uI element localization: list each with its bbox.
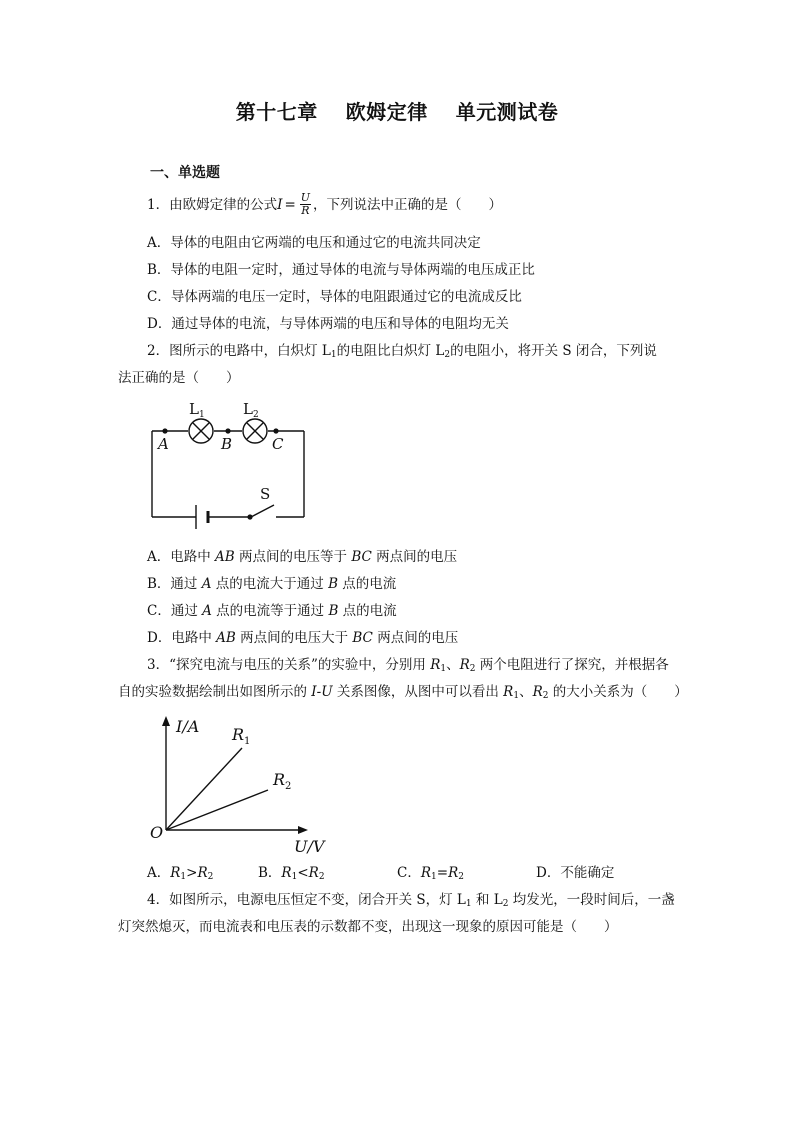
origin-label: O (150, 823, 164, 842)
q1-prefix: 1．由欧姆定律的公式 (147, 196, 278, 213)
title-chapter: 第十七章 (235, 100, 318, 124)
formula-lhs: I (277, 196, 283, 213)
switch-pivot (247, 514, 252, 519)
question-3-stem: 3．“探究电流与电压的关系”的实验中，分别用 $R_1$、$R_2$ 两个电阻进行了探究，并根据各 (147, 657, 669, 674)
title-test: 单元测试卷 (455, 100, 559, 124)
q2-sub-1: 1 (330, 350, 337, 360)
x-axis-label: U/V (294, 837, 325, 856)
node-c (273, 428, 278, 433)
label-a: A (158, 435, 169, 453)
label-b: B (221, 435, 233, 453)
circuit-diagram (140, 395, 320, 530)
label-l2: $L_2$ (243, 400, 259, 420)
q3-option-b: B．$R_1<R_2$ (258, 865, 325, 882)
q3-option-d: D．不能确定 (536, 865, 615, 881)
q2-option-a: A．电路中 AB 两点间的电压等于 BC 两点间的电压 (147, 549, 458, 565)
q3-option-c: C．$R_1=R_2$ (397, 865, 464, 882)
line-r2 (166, 790, 268, 830)
q2-sub-2: 2 (444, 350, 451, 360)
question-4-stem-line2: 灯突然熄灭，而电流表和电压表的示数都不变，出现这一现象的原因可能是（ ） (118, 919, 618, 935)
question-2-stem-line2: 法正确的是（ ） (118, 370, 240, 386)
q2-text-a: 2．图所示的电路中，白炽灯 L (147, 343, 331, 359)
iu-graph (146, 710, 326, 860)
section-heading: 一、单选题 (150, 165, 220, 181)
label-r1: $R_1$ (232, 725, 251, 747)
formula-fraction (300, 192, 311, 217)
q1-suffix: ，下列说法中正确的是（ ） (313, 196, 503, 213)
line-r1 (166, 748, 242, 830)
q1-option-c: C．导体两端的电压一定时，导体的电阻跟通过它的电流成反比 (147, 289, 522, 305)
node-b (225, 428, 230, 433)
label-s: S (260, 485, 271, 503)
question-3-stem-line2: 自的实验数据绘制出如图所示的 I-U 关系图像，从图中可以看出 $R_1$、$R_2$ 的大小关系为（ ） (118, 684, 688, 701)
q2-option-b: B．通过 A 点的电流大于通过 B 点的电流 (147, 576, 397, 592)
q3-option-a: A．$R_1>R_2$ (147, 865, 214, 882)
y-axis-arrow (162, 716, 170, 726)
q2-option-d: D．电路中 AB 两点间的电压大于 BC 两点间的电压 (147, 630, 459, 646)
y-axis-label: I/A (176, 717, 200, 736)
label-r2: $R_2$ (273, 770, 292, 792)
x-axis-arrow (298, 826, 308, 834)
q2-text-b: 的电阻比白炽灯 L (336, 343, 445, 359)
q1-option-a: A．导体的电阻由它两端的电压和通过它的电流共同决定 (147, 235, 481, 251)
node-a (162, 428, 167, 433)
formula-eq: = (284, 196, 296, 213)
q2-text-c: 的电阻小，将开关 S 闭合，下列说 (450, 343, 657, 359)
title-topic: 欧姆定律 (345, 100, 428, 124)
page-title (0, 96, 794, 125)
switch-blade (251, 505, 274, 517)
formula-denominator: R (301, 204, 310, 217)
formula-numerator: U (300, 191, 311, 204)
q1-option-d: D．通过导体的电流，与导体两端的电压和导体的电阻均无关 (147, 316, 509, 332)
q2-option-c: C．通过 A 点的电流等于通过 B 点的电流 (147, 603, 397, 619)
label-c: C (272, 435, 284, 453)
q1-option-b: B．导体的电阻一定时，通过导体的电流与导体两端的电压成正比 (147, 262, 535, 278)
question-2-stem (147, 341, 657, 365)
label-l1: $L_1$ (189, 400, 205, 420)
question-4-stem: 4．如图所示，电源电压恒定不变，闭合开关 S，灯 $L_1$ 和 $L_2$ 均发光，一段时间后，一盏 (147, 892, 675, 909)
question-1-stem (147, 192, 502, 217)
